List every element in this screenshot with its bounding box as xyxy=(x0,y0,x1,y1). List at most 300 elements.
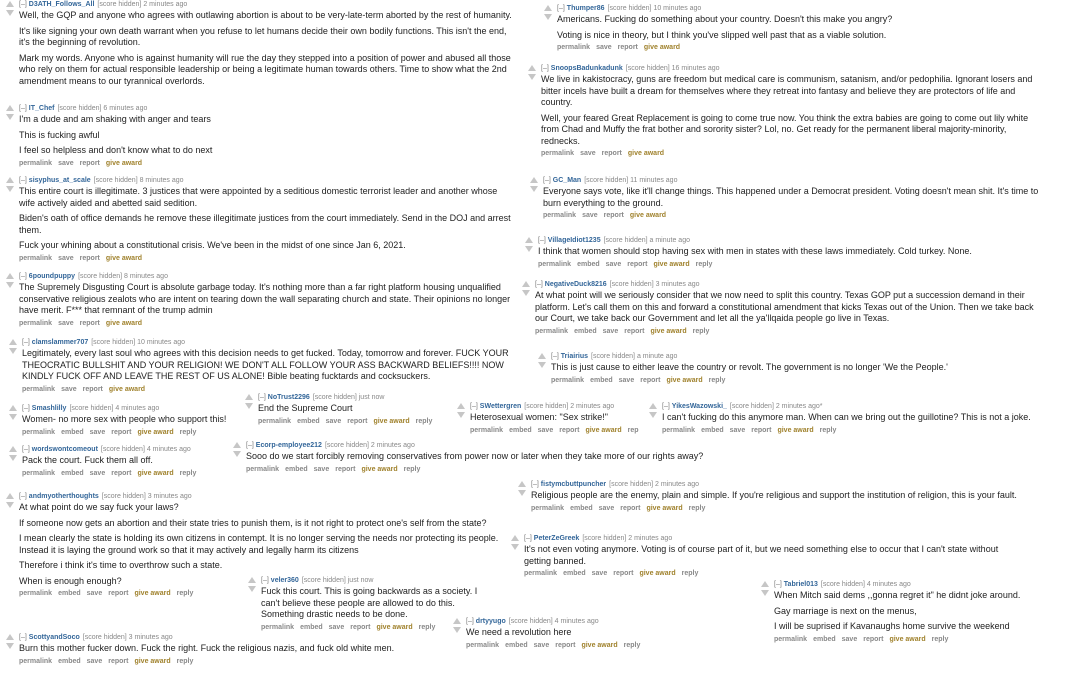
comment-actions xyxy=(551,376,1017,386)
action-embed[interactable]: embed xyxy=(61,428,84,436)
comment-actions xyxy=(470,426,646,436)
comment-text: It's not even voting anymore. Voting is of course part of it, but we need something else to occur that I can't state without getting banned. xyxy=(524,544,999,566)
collapse-toggle[interactable]: [–] xyxy=(19,105,27,112)
downvote-arrow-icon[interactable] xyxy=(761,590,769,596)
comment-meta: [score hidden] 2 minutes ago xyxy=(524,403,615,410)
downvote-arrow-icon[interactable] xyxy=(522,290,530,296)
upvote-arrow-icon[interactable] xyxy=(528,65,536,71)
action-reply[interactable]: reply xyxy=(708,376,726,384)
action-give-award[interactable]: give award xyxy=(105,254,143,262)
collapse-toggle[interactable]: [–] xyxy=(22,405,30,412)
comment-meta: [score hidden] 2 minutes ago xyxy=(97,1,188,8)
action-report[interactable]: report xyxy=(108,657,129,665)
action-report[interactable]: report xyxy=(603,212,624,219)
action-give-award[interactable]: give award xyxy=(134,590,171,597)
vote-arrows xyxy=(8,339,18,357)
downvote-arrow-icon[interactable] xyxy=(6,10,14,16)
downvote-arrow-icon[interactable] xyxy=(9,348,17,354)
action-permalink[interactable]: permalink xyxy=(19,254,53,262)
comment-text: Women- no more sex with people who support this! xyxy=(22,414,227,424)
comment-body xyxy=(466,617,652,651)
upvote-arrow-icon[interactable] xyxy=(6,1,14,7)
action-permalink[interactable]: permalink xyxy=(19,159,53,167)
action-permalink[interactable]: permalink xyxy=(22,428,56,436)
upvote-arrow-icon[interactable] xyxy=(511,535,519,541)
downvote-arrow-icon[interactable] xyxy=(6,282,14,288)
upvote-arrow-icon[interactable] xyxy=(457,403,465,409)
action-save[interactable]: save xyxy=(86,657,103,665)
downvote-arrow-icon[interactable] xyxy=(6,643,14,649)
action-permalink[interactable]: permalink xyxy=(662,426,696,434)
action-permalink[interactable]: permalink xyxy=(541,150,575,157)
action-reply[interactable]: reply xyxy=(179,469,197,477)
action-save[interactable]: save xyxy=(58,159,74,167)
vote-arrows xyxy=(5,105,15,123)
comment-body xyxy=(470,402,646,436)
action-permalink[interactable]: permalink xyxy=(19,319,53,327)
comment-meta: [score hidden] a minute ago xyxy=(591,353,678,360)
action-save[interactable]: save xyxy=(605,260,622,268)
comment-text: Sooo do we start forcibly removing conservatives from power now or later when they take more of our rights away? xyxy=(246,451,704,461)
action-permalink[interactable]: permalink xyxy=(551,376,585,384)
action-save[interactable]: save xyxy=(841,635,858,643)
action-report[interactable]: report xyxy=(751,426,772,434)
collapse-toggle[interactable]: [–] xyxy=(541,65,549,72)
comment xyxy=(524,236,1004,270)
comment-meta: [score hidden] 16 minutes ago xyxy=(625,65,720,72)
downvote-arrow-icon[interactable] xyxy=(511,544,519,550)
comment-meta: [score hidden] 2 minutes ago xyxy=(324,442,415,449)
comment-meta: [score hidden] 2 minutes ago* xyxy=(729,403,823,410)
upvote-arrow-icon[interactable] xyxy=(530,177,538,183)
comment-meta: [score hidden] just now xyxy=(301,577,374,584)
downvote-arrow-icon[interactable] xyxy=(453,627,461,633)
action-report[interactable]: report xyxy=(863,635,884,643)
action-reply[interactable]: reply xyxy=(403,465,421,473)
downvote-arrow-icon[interactable] xyxy=(457,412,465,418)
action-report[interactable]: report xyxy=(620,504,641,512)
action-permalink[interactable]: permalink xyxy=(538,260,572,268)
comment-author[interactable]: Smashlilly xyxy=(31,405,67,412)
comment-author[interactable]: PeterZeGreek xyxy=(533,535,580,542)
comment-meta: [score hidden] 3 minutes ago xyxy=(82,634,173,641)
downvote-arrow-icon[interactable] xyxy=(9,455,17,461)
action-embed[interactable]: embed xyxy=(590,376,613,384)
action-save[interactable]: save xyxy=(533,641,550,649)
collapse-toggle[interactable]: [–] xyxy=(538,237,546,244)
comment-tagline xyxy=(557,4,923,14)
action-permalink[interactable]: permalink xyxy=(261,623,295,631)
upvote-arrow-icon[interactable] xyxy=(233,442,241,448)
action-save[interactable]: save xyxy=(89,428,106,436)
upvote-arrow-icon[interactable] xyxy=(6,634,14,640)
comment-body xyxy=(557,4,923,53)
comment-author[interactable]: andmyotherthoughts xyxy=(28,493,99,500)
comment-tagline xyxy=(551,352,1017,362)
action-embed[interactable]: embed xyxy=(505,641,528,649)
action-reply[interactable]: reply xyxy=(179,428,197,436)
action-give-award[interactable]: give award xyxy=(373,417,410,425)
action-permalink[interactable]: permalink xyxy=(535,327,569,335)
action-reply[interactable]: reply xyxy=(695,260,713,268)
action-report[interactable]: report xyxy=(79,319,100,327)
comment xyxy=(648,402,1068,436)
upvote-arrow-icon[interactable] xyxy=(6,177,14,183)
action-permalink[interactable]: permalink xyxy=(22,469,56,477)
action-report[interactable]: report xyxy=(617,44,638,51)
collapse-toggle[interactable]: [–] xyxy=(466,618,474,625)
action-give-award[interactable]: give award xyxy=(134,657,171,665)
comment-author[interactable]: Tabriel013 xyxy=(783,581,818,588)
comment-author[interactable]: SWettergren xyxy=(479,403,522,410)
comment xyxy=(5,176,515,264)
comment xyxy=(517,480,1029,514)
upvote-arrow-icon[interactable] xyxy=(544,5,552,11)
downvote-arrow-icon[interactable] xyxy=(233,451,241,457)
comment-actions xyxy=(258,417,444,427)
comment-author[interactable]: Thumper86 xyxy=(566,5,605,12)
action-embed[interactable]: embed xyxy=(563,570,586,577)
action-report[interactable]: report xyxy=(555,641,576,649)
collapse-toggle[interactable]: [–] xyxy=(19,1,27,8)
comment-text: This is fucking awful xyxy=(19,129,100,140)
action-save[interactable]: save xyxy=(61,385,77,393)
action-embed[interactable]: embed xyxy=(300,623,323,631)
action-save[interactable]: save xyxy=(729,426,746,434)
downvote-arrow-icon[interactable] xyxy=(6,186,14,192)
comment-text: We need a revolution here xyxy=(466,627,572,637)
comment-author[interactable]: GC_Man xyxy=(552,177,582,184)
action-give-award[interactable]: give award xyxy=(889,635,926,643)
action-permalink[interactable]: permalink xyxy=(531,504,565,512)
comment-text: The Supremely Disgusting Court is absolute garbage today. It's nothing more than a far right platform housing unqualified conservative religious zealots who are intent on tearing down the wall separating church and state. Their opinions no longer have merit. F*** that remnant of the trump admin xyxy=(19,282,511,315)
comment-author[interactable]: wordswontcomeout xyxy=(31,446,98,453)
comment-meta: [score hidden] 10 minutes ago xyxy=(91,339,186,346)
vote-arrows xyxy=(524,237,534,255)
downvote-arrow-icon[interactable] xyxy=(518,490,526,496)
comment-text: At what point will we seriously consider that we now need to split this country. Texas GOP put a succession demand in their platform. Let's call them on this and forward a constitutional amendment that kicks Texas out of the Union. Then we take back our Court, we take back our Government and let all the ya'llqaida people go live in Texas. xyxy=(535,290,1034,323)
collapse-toggle[interactable]: [–] xyxy=(551,353,559,360)
comment-author[interactable]: SnoopsBadunkadunk xyxy=(550,65,623,72)
comment-text: Fuck this court. This is going backwards as a society. I can't believe these people are allowed to do this. Something drastic needs to be done. xyxy=(261,586,478,619)
action-reply[interactable]: reply xyxy=(819,426,837,434)
comment-tagline xyxy=(19,176,515,186)
comment-tagline xyxy=(543,176,1041,186)
action-save[interactable]: save xyxy=(328,623,345,631)
comment xyxy=(529,176,1041,221)
action-save[interactable]: save xyxy=(618,376,635,384)
comment-text: I will be suprised if Kavanaughs home survive the weekend xyxy=(774,621,1010,631)
comment xyxy=(5,272,515,329)
action-give-award[interactable]: give award xyxy=(666,376,703,384)
action-save[interactable]: save xyxy=(537,426,554,434)
downvote-arrow-icon[interactable] xyxy=(9,414,17,420)
collapse-toggle[interactable]: [–] xyxy=(22,446,30,453)
action-give-award[interactable]: give award xyxy=(639,570,676,577)
action-embed[interactable]: embed xyxy=(577,260,600,268)
comment-author[interactable]: ScottyandSoco xyxy=(28,634,80,641)
action-give-award[interactable]: give award xyxy=(646,504,683,512)
upvote-arrow-icon[interactable] xyxy=(453,618,461,624)
comment-actions xyxy=(246,465,737,475)
action-permalink[interactable]: permalink xyxy=(466,641,500,649)
action-save[interactable]: save xyxy=(89,469,106,477)
comment-text: I think that women should stop having sex with men in states with these laws immediately. Cold turkey. None. xyxy=(538,246,972,256)
action-embed[interactable]: embed xyxy=(574,327,597,335)
vote-arrows xyxy=(232,442,242,460)
comment-body xyxy=(538,236,1004,270)
action-embed[interactable]: embed xyxy=(701,426,724,434)
action-report[interactable]: report xyxy=(640,376,661,384)
upvote-arrow-icon[interactable] xyxy=(522,281,530,287)
comment-tagline xyxy=(535,280,1037,290)
downvote-arrow-icon[interactable] xyxy=(538,362,546,368)
action-report[interactable]: report xyxy=(350,623,371,631)
action-give-award[interactable]: give award xyxy=(137,428,174,436)
action-rep[interactable]: rep xyxy=(627,426,639,434)
comment-author[interactable]: NegativeDuck8216 xyxy=(544,281,607,288)
upvote-arrow-icon[interactable] xyxy=(6,105,14,111)
action-permalink[interactable]: permalink xyxy=(246,465,280,473)
action-report[interactable]: report xyxy=(111,469,132,477)
comment xyxy=(456,402,646,436)
action-give-award[interactable]: give award xyxy=(643,44,681,51)
downvote-arrow-icon[interactable] xyxy=(530,186,538,192)
collapse-toggle[interactable]: [–] xyxy=(19,634,27,641)
action-save[interactable]: save xyxy=(602,327,619,335)
comment-author[interactable]: drtyyugo xyxy=(475,618,506,625)
comment-body xyxy=(551,352,1017,386)
comment-author[interactable]: clamslammer707 xyxy=(31,339,89,346)
action-reply[interactable]: reply xyxy=(931,635,949,643)
action-reply[interactable]: reply xyxy=(176,590,194,597)
action-embed[interactable]: embed xyxy=(813,635,836,643)
action-permalink[interactable]: permalink xyxy=(524,570,558,577)
collapse-toggle[interactable]: [–] xyxy=(535,281,543,288)
action-embed[interactable]: embed xyxy=(285,465,308,473)
action-give-award[interactable]: give award xyxy=(108,385,146,393)
action-give-award[interactable]: give award xyxy=(137,469,174,477)
downvote-arrow-icon[interactable] xyxy=(245,403,253,409)
action-reply[interactable]: reply xyxy=(415,417,433,425)
comment-actions xyxy=(22,428,240,438)
comment-body xyxy=(258,393,444,427)
action-report[interactable]: report xyxy=(335,465,356,473)
vote-arrows xyxy=(537,353,547,371)
vote-arrows xyxy=(456,403,466,421)
action-save[interactable]: save xyxy=(325,417,342,425)
action-report[interactable]: report xyxy=(79,159,100,167)
downvote-arrow-icon[interactable] xyxy=(525,246,533,252)
comment-actions xyxy=(774,635,1065,645)
comment-author[interactable]: Triairius xyxy=(560,353,589,360)
downvote-arrow-icon[interactable] xyxy=(544,14,552,20)
action-save[interactable]: save xyxy=(313,465,330,473)
comment-text: This is just cause to either leave the country or revolt. The government is no longer 'We the People.' xyxy=(551,362,948,372)
comment xyxy=(232,441,737,475)
vote-arrows xyxy=(517,481,527,499)
action-give-award[interactable]: give award xyxy=(777,426,814,434)
comment-author[interactable]: IT_Chef xyxy=(28,105,55,112)
action-save[interactable]: save xyxy=(596,44,612,51)
downvote-arrow-icon[interactable] xyxy=(649,412,657,418)
action-give-award[interactable]: give award xyxy=(105,159,143,167)
upvote-arrow-icon[interactable] xyxy=(538,353,546,359)
action-give-award[interactable]: give award xyxy=(585,426,622,434)
action-save[interactable]: save xyxy=(58,254,74,262)
comment-text: When Mitch said dems ,,gonna regret it" he didnt joke around. xyxy=(774,590,1021,600)
comment-author[interactable]: D3ATH_Follows_All xyxy=(28,1,95,8)
action-give-award[interactable]: give award xyxy=(361,465,398,473)
action-save[interactable]: save xyxy=(86,590,103,597)
collapse-toggle[interactable]: [–] xyxy=(662,403,670,410)
upvote-arrow-icon[interactable] xyxy=(9,339,17,345)
action-give-award[interactable]: give award xyxy=(629,212,667,219)
action-save[interactable]: save xyxy=(591,570,608,577)
action-permalink[interactable]: permalink xyxy=(19,590,53,597)
comment-body xyxy=(774,580,1065,645)
comment-tagline xyxy=(19,104,425,114)
action-report[interactable]: report xyxy=(347,417,368,425)
collapse-toggle[interactable]: [–] xyxy=(557,5,565,12)
action-reply[interactable]: reply xyxy=(418,623,436,631)
action-permalink[interactable]: permalink xyxy=(543,212,577,219)
upvote-arrow-icon[interactable] xyxy=(761,581,769,587)
comment-actions xyxy=(466,641,652,651)
downvote-arrow-icon[interactable] xyxy=(6,502,14,508)
comment-author[interactable]: fistymcbuttpuncher xyxy=(540,481,607,488)
comment-author[interactable]: veler360 xyxy=(270,577,299,584)
comment-body xyxy=(19,633,425,667)
action-give-award[interactable]: give award xyxy=(627,150,665,157)
comment xyxy=(543,4,923,53)
action-permalink[interactable]: permalink xyxy=(19,657,53,665)
action-report[interactable]: report xyxy=(111,428,132,436)
action-embed[interactable]: embed xyxy=(570,504,593,512)
comment-tagline xyxy=(538,236,1004,246)
vote-arrows xyxy=(760,581,770,599)
collapse-toggle[interactable]: [–] xyxy=(470,403,478,410)
comment-actions xyxy=(538,260,1004,270)
comment-text: This entire court is illegitimate. 3 justices that were appointed by a seditious domestic terrorist leader and another whose wife actively aided and abetted said sedition. xyxy=(19,186,498,208)
action-report[interactable]: report xyxy=(79,254,100,262)
action-reply[interactable]: reply xyxy=(681,570,699,577)
action-report[interactable]: report xyxy=(601,150,622,157)
collapse-toggle[interactable]: [–] xyxy=(543,177,551,184)
action-give-award[interactable]: give award xyxy=(581,641,618,649)
comment-author[interactable]: NoTrust2296 xyxy=(267,394,310,401)
comment-author[interactable]: YikesWazowski_ xyxy=(671,403,727,410)
action-report[interactable]: report xyxy=(82,385,103,393)
comment-text: Mark my words. Anyone who is against humanity will rue the day they stepped into a position of power and abused all those who rely on them for actual responsible leadership or being a legitimate human towards others. Time to show what the 2nd amendment means to our tyrannical overlords. xyxy=(19,52,511,86)
action-permalink[interactable]: permalink xyxy=(258,417,292,425)
action-save[interactable]: save xyxy=(58,319,74,327)
upvote-arrow-icon[interactable] xyxy=(245,394,253,400)
action-report[interactable]: report xyxy=(108,590,129,597)
collapse-toggle[interactable]: [–] xyxy=(531,481,539,488)
comment-author[interactable]: 6poundpuppy xyxy=(28,273,76,280)
comment-tagline xyxy=(258,393,444,403)
vote-arrows xyxy=(521,281,531,299)
collapse-toggle[interactable]: [–] xyxy=(19,273,27,280)
action-give-award[interactable]: give award xyxy=(105,319,143,327)
action-embed[interactable]: embed xyxy=(58,590,81,597)
comment-tagline xyxy=(19,272,515,282)
upvote-arrow-icon[interactable] xyxy=(649,403,657,409)
action-save[interactable]: save xyxy=(598,504,615,512)
upvote-arrow-icon[interactable] xyxy=(6,273,14,279)
comment-actions xyxy=(541,149,1037,159)
action-embed[interactable]: embed xyxy=(61,469,84,477)
upvote-arrow-icon[interactable] xyxy=(525,237,533,243)
downvote-arrow-icon[interactable] xyxy=(6,114,14,120)
action-reply[interactable]: reply xyxy=(623,641,641,649)
vote-arrows xyxy=(247,577,257,595)
action-reply[interactable]: reply xyxy=(176,657,194,665)
action-report[interactable]: report xyxy=(624,327,645,335)
collapse-toggle[interactable]: [–] xyxy=(246,442,254,449)
action-reply[interactable]: reply xyxy=(688,504,706,512)
action-embed[interactable]: embed xyxy=(297,417,320,425)
upvote-arrow-icon[interactable] xyxy=(248,577,256,583)
collapse-toggle[interactable]: [–] xyxy=(774,581,782,588)
comment-author[interactable]: Ecorp-employee212 xyxy=(255,442,322,449)
action-permalink[interactable]: permalink xyxy=(557,44,591,51)
action-report[interactable]: report xyxy=(559,426,580,434)
downvote-arrow-icon[interactable] xyxy=(528,74,536,80)
downvote-arrow-icon[interactable] xyxy=(248,586,256,592)
comment-body xyxy=(19,176,515,264)
action-embed[interactable]: embed xyxy=(58,657,81,665)
action-give-award[interactable]: give award xyxy=(650,327,687,335)
action-give-award[interactable]: give award xyxy=(376,623,413,631)
action-permalink[interactable]: permalink xyxy=(774,635,808,643)
upvote-arrow-icon[interactable] xyxy=(518,481,526,487)
comment-body xyxy=(22,404,240,438)
action-permalink[interactable]: permalink xyxy=(22,385,56,393)
comment xyxy=(452,617,652,651)
action-permalink[interactable]: permalink xyxy=(470,426,504,434)
collapse-toggle[interactable]: [–] xyxy=(19,493,27,500)
action-embed[interactable]: embed xyxy=(509,426,532,434)
comment-meta: [score hidden] 2 minutes ago xyxy=(609,481,700,488)
comment-meta: [score hidden] 10 minutes ago xyxy=(607,5,702,12)
action-give-award[interactable]: give award xyxy=(653,260,690,268)
comment-meta: [score hidden] 4 minutes ago xyxy=(820,581,911,588)
collapse-toggle[interactable]: [–] xyxy=(524,535,532,542)
action-reply[interactable]: reply xyxy=(692,327,710,335)
comment xyxy=(527,64,1037,159)
upvote-arrow-icon[interactable] xyxy=(9,446,17,452)
collapse-toggle[interactable]: [–] xyxy=(258,394,266,401)
comment-tagline xyxy=(19,0,515,10)
collapse-toggle[interactable]: [–] xyxy=(22,339,30,346)
comment xyxy=(510,534,1010,579)
comment-author[interactable]: sisyphus_at_scale xyxy=(28,177,91,184)
comment-meta: [score hidden] 8 minutes ago xyxy=(78,273,168,280)
comment-author[interactable]: VillageIdiot1235 xyxy=(547,237,601,244)
action-report[interactable]: report xyxy=(627,260,648,268)
action-save[interactable]: save xyxy=(580,150,596,157)
action-save[interactable]: save xyxy=(582,212,598,219)
action-report[interactable]: report xyxy=(613,570,634,577)
upvote-arrow-icon[interactable] xyxy=(6,493,14,499)
comment-text: Legitimately, every last soul who agrees with this decision needs to get fucked. Today, tomorrow and forever. FUCK YOUR THEOCRATIC BULLSHIT AND YOUR RELIGION! WE DON'T ALL FOLLOW YOUR ASS BACKWARD BELIEFS!!!! NOW KINDLY FUCK OFF AND LEAVE THE REST OF US ALONE! Bible beating fucktards and cocksuckers. xyxy=(22,348,509,381)
collapse-toggle[interactable]: [–] xyxy=(19,177,27,184)
collapse-toggle[interactable]: [–] xyxy=(261,577,269,584)
comment-actions xyxy=(19,319,515,329)
upvote-arrow-icon[interactable] xyxy=(9,405,17,411)
